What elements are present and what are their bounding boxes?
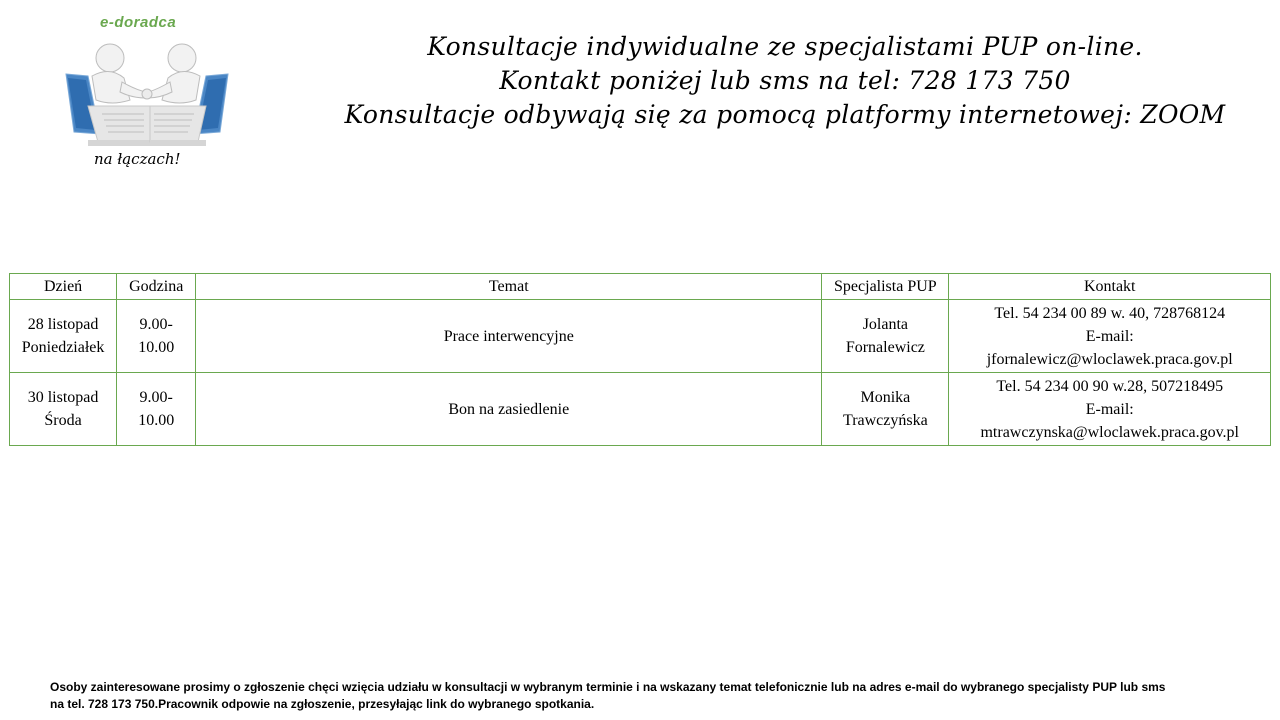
handshake-laptops-icon (58, 36, 236, 154)
cell-specialist (822, 300, 949, 373)
logo (58, 10, 238, 175)
specialist-first-name: Monika (860, 389, 911, 406)
day-date: 28 listopad (27, 316, 99, 333)
logo-title: e-doradca (100, 14, 177, 31)
specialist-first-name: Jolanta (862, 316, 909, 333)
header-specialist: Specjalista PUP (822, 274, 949, 300)
header-line-1: Konsultacje indywidualne ze specjalistami PUP on-line. (427, 32, 1143, 61)
table-row (10, 300, 1271, 373)
cell-contact (949, 373, 1271, 446)
cell-contact (949, 300, 1271, 373)
day-date: 30 listopad (27, 389, 99, 406)
header-topic: Temat (196, 274, 822, 300)
footer-line-1: Osoby zainteresowane prosimy o zgłoszenie chęci wzięcia udziału w konsultacji w wybranym terminie i na wskazany temat telefonicznie lub na adres e-mail do wybranego specjalisty PUP lub sms (50, 680, 1166, 694)
contact-phone: Tel. 54 234 00 89 w. 40, 728768124 (994, 304, 1226, 322)
hour-end: 10.00 (138, 412, 175, 429)
footer-line-2: na tel. 728 173 750.Pracownik odpowie na zgłoszenie, przesyłając link do wybranego spotkania. (50, 697, 595, 711)
cell-specialist (822, 373, 949, 446)
cell-hour (117, 300, 196, 373)
specialist-last-name: Fornalewicz (845, 339, 925, 356)
table-row (10, 373, 1271, 446)
cell-topic: Bon na zasiedlenie (196, 373, 822, 446)
table-header-row (10, 274, 1271, 300)
header-line-2: Kontakt poniżej lub sms na tel: 728 173 750 (499, 66, 1071, 95)
logo-tagline: na łączach! (94, 150, 181, 168)
contact-phone: Tel. 54 234 00 90 w.28, 507218495 (996, 377, 1224, 395)
specialist-last-name: Trawczyńska (842, 412, 928, 429)
header-hour: Godzina (117, 274, 196, 300)
cell-topic: Prace interwencyjne (196, 300, 822, 373)
day-weekday: Poniedziałek (21, 339, 105, 356)
consultation-table (9, 273, 1271, 446)
day-weekday: Środa (44, 412, 82, 429)
cell-day (10, 373, 117, 446)
contact-email-label: E-mail: (1085, 400, 1134, 418)
header-contact: Kontakt (949, 274, 1271, 300)
contact-email-link[interactable]: jfornalewicz@wloclawek.praca.gov.pl (986, 350, 1233, 368)
header-line-3: Konsultacje odbywają się za pomocą platformy internetowej: ZOOM (344, 100, 1226, 129)
contact-email-label: E-mail: (1085, 327, 1134, 345)
cell-hour (117, 373, 196, 446)
header-day: Dzień (10, 274, 117, 300)
hour-start: 9.00- (139, 389, 173, 406)
hour-start: 9.00- (139, 316, 173, 333)
footer-note (50, 679, 1260, 713)
cell-day (10, 300, 117, 373)
contact-email-link[interactable]: mtrawczynska@wloclawek.praca.gov.pl (980, 423, 1239, 441)
page-header (290, 30, 1280, 132)
hour-end: 10.00 (138, 339, 175, 356)
